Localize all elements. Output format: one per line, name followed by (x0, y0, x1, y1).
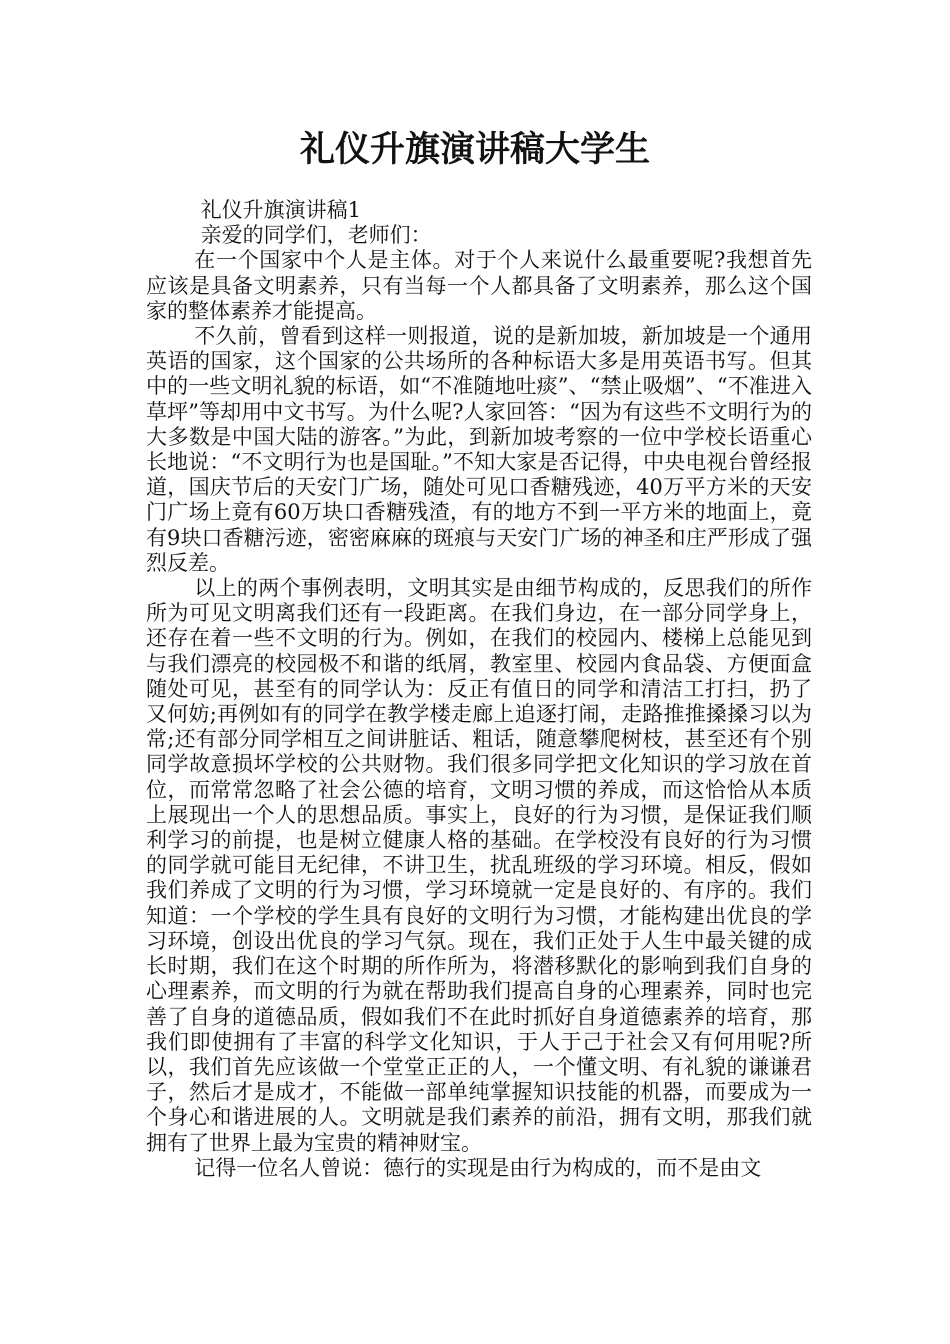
greeting: 亲爱的同学们，老师们： (200, 223, 432, 248)
paragraph-3: 以上的两个事例表明，文明其实是由细节构成的，反思我们的所作所为可见文明离我们还有一段距离。在我们身边，在一部分同学身上，还存在着一些不文明的行为。例如，在我们的校园内、楼梯上总能见到与我们漂亮的校园极不和谐的纸屑，教室里、校园内食品袋、方便面盒随处可见，甚至有的同学认为：反正有值日的同学和清洁工打扫，扔了又何妨;再例如有的同学在教学楼走廊上追逐打闹，走路推推搡搡习以为常;还有部分同学相互之间讲脏话、粗话，随意攀爬树枝，甚至还有个别同学故意损坏学校的公共财物。我们很多同学把文化知识的学习放在首位，而常常忽略了社会公德的培育，文明习惯的养成，而这恰恰从本质上展现出一个人的思想品质。事实上，良好的行为习惯，是保证我们顺利学习的前提，也是树立健康人格的基础。在学校没有良好的行为习惯的同学就可能目无纪律，不讲卫生，扰乱班级的学习环境。相反，假如我们养成了文明的行为习惯，学习环境就一定是良好的、有序的。我们知道：一个学校的学生具有良好的文明行为习惯，才能构建出优良的学习环境，创设出优良的学习气氛。现在，我们正处于人生中最关键的成长时期，我们在这个时期的所作所为，将潜移默化的影响到我们自身的心理素养，而文明的行为就在帮助我们提高自身的心理素养，同时也完善了自身的道德品质，假如我们不在此时抓好自身道德素养的培育，那我们即使拥有了丰富的科学文化知识，于人于己于社会又有何用呢?所以，我们首先应该做一个堂堂正正的人，一个懂文明、有礼貌的谦谦君子，然后才是成才，不能做一部单纯掌握知识技能的机器，而要成为一个身心和谐进展的人。文明就是我们素养的前沿，拥有文明，那我们就拥有了世界上最为宝贵的精神财宝。 (146, 576, 812, 1155)
document-body (146, 198, 812, 1181)
paragraph-4: 记得一位名人曾说：德行的实现是由行为构成的，而不是由文 (194, 1155, 762, 1180)
speech-heading: 礼仪升旗演讲稿1 (200, 198, 361, 222)
document-title: 礼仪升旗演讲稿大学生 (299, 129, 650, 170)
paragraph-1: 在一个国家中个人是主体。对于个人来说什么最重要呢?我想首先应该是具备文明素养，只有当每一个人都具备了文明素养，那么这个国家的整体素养才能提高。 (146, 248, 812, 323)
paragraph-2: 不久前，曾看到这样一则报道，说的是新加坡，新加坡是一个通用英语的国家，这个国家的公共场所的各种标语大多是用英语书写。但其中的一些文明礼貌的标语，如“不准随地吐痰”、“禁止吸烟”、“不准进入草坪”等却用中文书写。为什么呢?人家回答：“因为有这些不文明行为的大多数是中国大陆的游客。”为此，到新加坡考察的一位中学校长语重心长地说：“不文明行为也是国耻。”不知大家是否记得，中央电视台曾经报道，国庆节后的天安门广场，随处可见口香糖残迹，40万平方米的天安门广场上竟有60万块口香糖残渣，有的地方不到一平方米的地面上，竟有9块口香糖污迹，密密麻麻的斑痕与天安门广场的神圣和庄严形成了强烈反差。 (146, 324, 812, 575)
